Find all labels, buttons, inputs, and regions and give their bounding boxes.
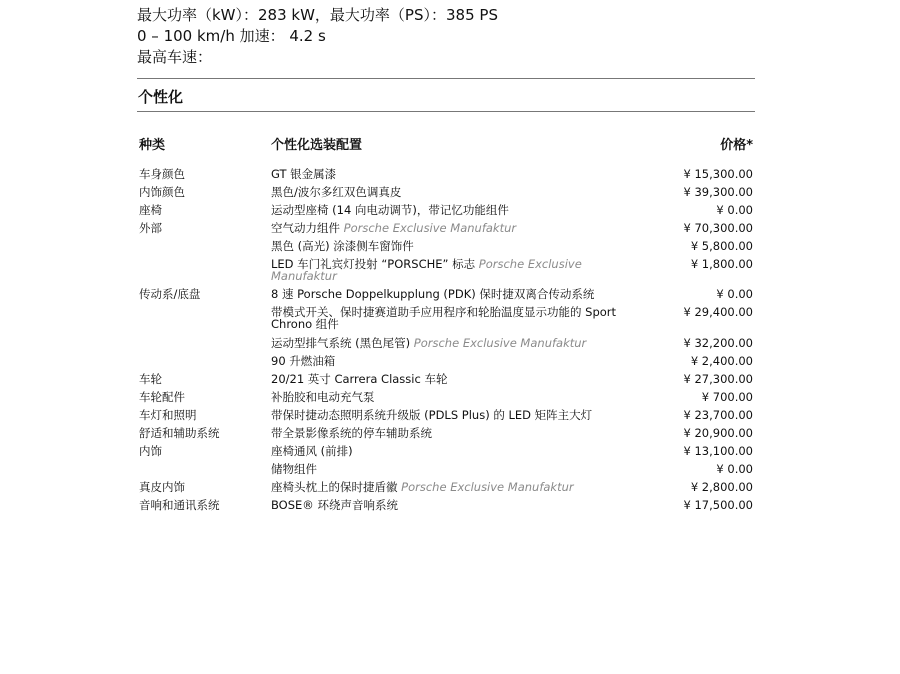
option-category: 外部 (139, 221, 162, 235)
option-price: ¥ 5,800.00 (690, 239, 753, 253)
option-description-text: 8 速 Porsche Doppelkupplung (PDK) 保时捷双离合传动系统 (271, 287, 595, 301)
column-header-category: 种类 (139, 138, 166, 153)
option-price: ¥ 0.00 (716, 462, 753, 476)
option-description-text: 90 升燃油箱 (271, 354, 336, 368)
option-price: ¥ 39,300.00 (683, 185, 753, 199)
option-description (271, 373, 639, 385)
option-category: 车轮 (139, 372, 162, 386)
option-description-text: 座椅通风 (前排) (271, 444, 353, 458)
option-description (271, 463, 639, 475)
option-description-text: LED 车门礼宾灯投射 “PORSCHE” 标志 (271, 257, 476, 271)
option-category: 音响和通讯系统 (139, 498, 220, 512)
option-category: 内饰 (139, 444, 162, 458)
option-category: 车灯和照明 (139, 408, 197, 422)
option-description (271, 355, 639, 367)
option-description-text: BOSE® 环绕声音响系统 (271, 498, 398, 512)
option-description-text: 储物组件 (271, 462, 317, 476)
option-description-text: 黑色/波尔多红双色调真皮 (271, 185, 402, 199)
option-description (271, 499, 639, 511)
option-description (271, 409, 639, 421)
option-category: 真皮内饰 (139, 480, 185, 494)
option-description (271, 337, 639, 349)
column-header-option: 个性化选装配置 (271, 138, 363, 153)
option-description (271, 222, 639, 234)
option-description (271, 204, 639, 216)
option-price: ¥ 29,400.00 (683, 305, 753, 319)
option-description-text: 座椅头枕上的保时捷盾徽 (271, 480, 398, 494)
section-divider-top (137, 78, 755, 79)
option-brand-note: Porsche Exclusive Manufaktur (413, 336, 587, 350)
option-description (271, 186, 639, 198)
option-description-text: 运动型座椅 (14 向电动调节)，带记忆功能组件 (271, 203, 509, 217)
option-category: 传动系/底盘 (139, 287, 201, 301)
spec-acceleration: 0 – 100 km/h 加速： 4.2 s (137, 27, 326, 45)
option-description-text: 带全景影像系统的停车辅助系统 (271, 426, 432, 440)
option-description (271, 288, 639, 300)
option-description (271, 258, 639, 282)
option-description-text: 带保时捷动态照明系统升级版 (PDLS Plus) 的 LED 矩阵主大灯 (271, 408, 593, 422)
option-price: ¥ 32,200.00 (683, 336, 753, 350)
option-price: ¥ 13,100.00 (683, 444, 753, 458)
section-divider-bottom (137, 111, 755, 112)
option-price: ¥ 2,400.00 (690, 354, 753, 368)
option-description-text: 空气动力组件 (271, 221, 340, 235)
option-description (271, 427, 639, 439)
option-description-text: 运动型排气系统 (黑色尾管) (271, 336, 411, 350)
option-price: ¥ 20,900.00 (683, 426, 753, 440)
option-category: 内饰颜色 (139, 185, 185, 199)
spec-top-speed: 最高车速： (137, 48, 213, 66)
option-description (271, 445, 639, 457)
option-brand-note: Porsche Exclusive Manufaktur (401, 480, 574, 494)
option-description-text: 带模式开关、保时捷赛道助手应用程序和轮胎温度显示功能的 Sport Chrono 组件 (271, 305, 617, 331)
option-description (271, 306, 639, 330)
option-description-text: 20/21 英寸 Carrera Classic 车轮 (271, 372, 448, 386)
option-description (271, 391, 639, 403)
option-category: 座椅 (139, 203, 162, 217)
option-category: 车轮配件 (139, 390, 185, 404)
option-description (271, 481, 639, 493)
option-price: ¥ 15,300.00 (683, 167, 753, 181)
spec-power: 最大功率（kW）：283 kW，最大功率（PS）：385 PS (137, 6, 498, 24)
option-price: ¥ 0.00 (716, 203, 753, 217)
section-title: 个性化 (138, 88, 184, 106)
option-price: ¥ 1,800.00 (690, 257, 753, 271)
option-brand-note: Porsche Exclusive Manufaktur (343, 221, 517, 235)
option-price: ¥ 0.00 (716, 287, 753, 301)
option-description (271, 168, 639, 180)
option-price: ¥ 17,500.00 (683, 498, 753, 512)
option-price: ¥ 23,700.00 (683, 408, 753, 422)
option-category: 车身颜色 (139, 167, 185, 181)
option-description-text: 黑色 (高光) 涂漆侧车窗饰件 (271, 239, 414, 253)
option-price: ¥ 700.00 (701, 390, 753, 404)
option-price: ¥ 2,800.00 (690, 480, 753, 494)
option-description-text: 补胎胶和电动充气泵 (271, 390, 375, 404)
option-description-text: GT 银金属漆 (271, 167, 337, 181)
column-header-price: 价格* (720, 138, 753, 153)
option-brand-note: Porsche Exclusive Manufaktur (271, 257, 582, 283)
option-price: ¥ 27,300.00 (683, 372, 753, 386)
option-category: 舒适和辅助系统 (139, 426, 220, 440)
option-description (271, 240, 639, 252)
option-price: ¥ 70,300.00 (683, 221, 753, 235)
